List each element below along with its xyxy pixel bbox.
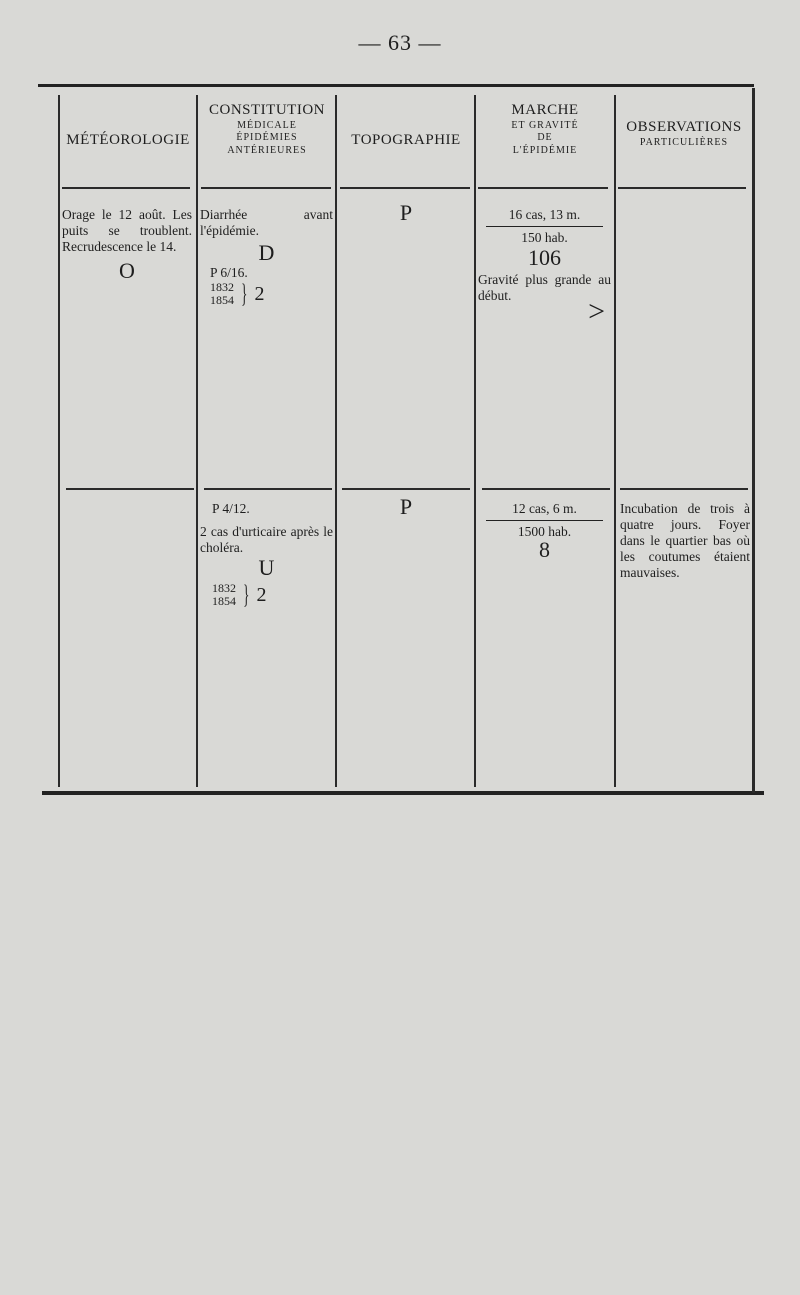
row1-year2: 1854 [210,293,234,307]
row1-constitution-text: Diarrhée avant l'épidémie. [200,207,333,238]
row2-year2: 1854 [212,594,236,608]
row1-marche-sign: > [588,295,605,328]
column-divider [58,95,60,787]
row1-meteorologie-text: Orage le 12 août. Les puits se troublent. Recrudescence le 14. [62,207,192,254]
row1-year1: 1832 [210,280,234,294]
header-topographie-label: TOPOGRAPHIE [351,132,461,148]
header-marche-line2: ET GRAVITÉ [511,119,579,131]
column-divider [752,88,755,793]
column-divider [196,95,198,787]
row2-constitution [200,501,333,608]
brace-icon: } [243,580,250,609]
header-meteorologie-label: MÉTÉOROLOGIE [66,132,190,148]
header-constitution [198,101,336,157]
row2-constitution-ratio: P 4/12. [212,501,250,516]
row2-constitution-years [212,582,333,608]
row2-constitution-letter: U [258,555,275,580]
fraction-line [486,226,603,227]
row2-observations: Incubation de trois à quatre jours. Foyer dans le quartier bas où les coutumes étaient mauvaises. [620,501,750,580]
row2-marche-cases: 12 cas, 6 m. [512,501,577,516]
header-separator [201,187,331,189]
page-number: — 63 — [358,30,442,55]
header-marche [476,101,614,157]
header-observations-line2: PARTICULIÈRES [639,136,729,148]
row2-marche [478,501,611,562]
row1-constitution-ratio: P 6/16. [210,265,248,280]
row1-marche-rate: 106 [528,245,561,270]
header-constitution-line2: MÉDICALE [237,119,297,131]
column-divider [335,95,337,787]
row2-constitution-count: 2 [256,584,267,606]
row1-meteorologie-letter: O [119,258,135,283]
fraction-line [486,520,603,521]
header-topographie [337,131,475,150]
row2-year1: 1832 [212,581,236,595]
table-top-rule [38,84,754,87]
header-separator [62,187,190,189]
row1-marche-cases: 16 cas, 13 m. [508,207,581,222]
row-separator [482,488,610,490]
row1-constitution [200,207,333,307]
header-constitution-line1: CONSTITUTION [209,102,325,118]
row1-marche [478,207,611,328]
header-constitution-line4: ANTÉRIEURES [227,144,307,156]
header-meteorologie [60,131,196,150]
header-marche-line3: DE [537,132,553,144]
row1-constitution-count: 2 [254,283,265,305]
row2-constitution-text: 2 cas d'urticaire après le choléra. [200,524,333,555]
brace-icon: } [241,279,248,308]
column-divider [474,95,476,787]
row2-topographie: P [399,494,413,519]
row-separator [66,488,194,490]
header-observations [614,118,754,149]
row1-constitution-letter: D [258,240,275,265]
row1-meteorologie [62,207,192,283]
table-bottom-rule [42,791,764,795]
row1-topographie: P [399,200,413,225]
row1-marche-population: 150 hab. [521,230,568,245]
header-marche-line1: MARCHE [511,102,579,118]
header-separator [478,187,608,189]
row-separator [342,488,470,490]
header-separator [340,187,470,189]
row1-marche-note: Gravité plus grande au début. [478,272,611,303]
row-separator [204,488,332,490]
column-divider [614,95,616,787]
row-separator [620,488,748,490]
header-constitution-line3: ÉPIDÉMIES [236,132,298,144]
row2-marche-rate: 8 [539,537,550,562]
header-marche-line4: L'ÉPIDÉMIE [512,144,578,156]
row2-marche-population: 1500 hab. [517,524,572,539]
header-observations-line1: OBSERVATIONS [626,119,742,135]
row1-constitution-years [210,281,333,307]
header-separator [618,187,746,189]
